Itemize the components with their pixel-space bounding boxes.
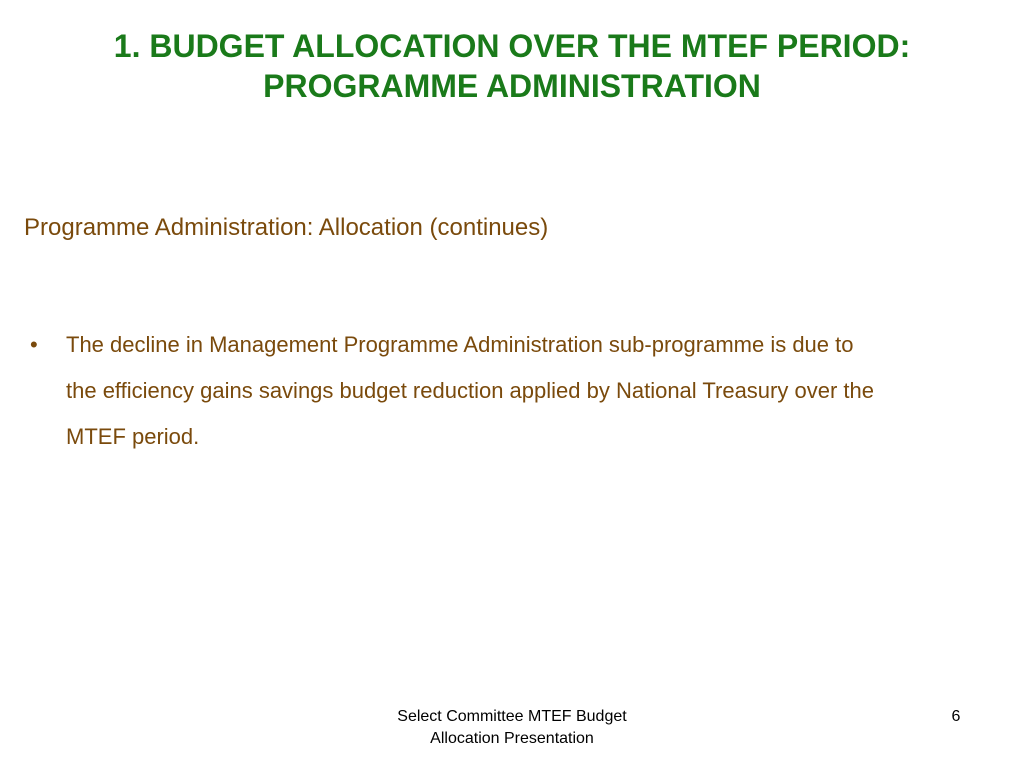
bullet-icon: • xyxy=(30,332,38,357)
slide-title-line: PROGRAMME ADMINISTRATION xyxy=(263,68,761,104)
bullet-text xyxy=(66,322,1014,460)
footer-text-line: Select Committee MTEF Budget xyxy=(397,708,627,725)
bullet-item xyxy=(24,322,1014,460)
section-subtitle: Programme Administration: Allocation (continues) xyxy=(24,214,549,241)
bullet-list xyxy=(24,322,1014,460)
footer-text-line: Allocation Presentation xyxy=(430,730,594,747)
footer-presentation-title xyxy=(352,706,672,750)
slide-title-line: 1. BUDGET ALLOCATION OVER THE MTEF PERIOD: xyxy=(113,28,911,64)
bullet-text-line: The decline in Management Programme Administration sub-programme is due to xyxy=(66,332,854,357)
bullet-text-line: the efficiency gains savings budget reduction applied by National Treasury over the xyxy=(66,378,874,403)
bullet-text-line: MTEF period. xyxy=(66,424,200,449)
slide-title xyxy=(40,26,984,106)
page-number: 6 xyxy=(951,708,961,725)
